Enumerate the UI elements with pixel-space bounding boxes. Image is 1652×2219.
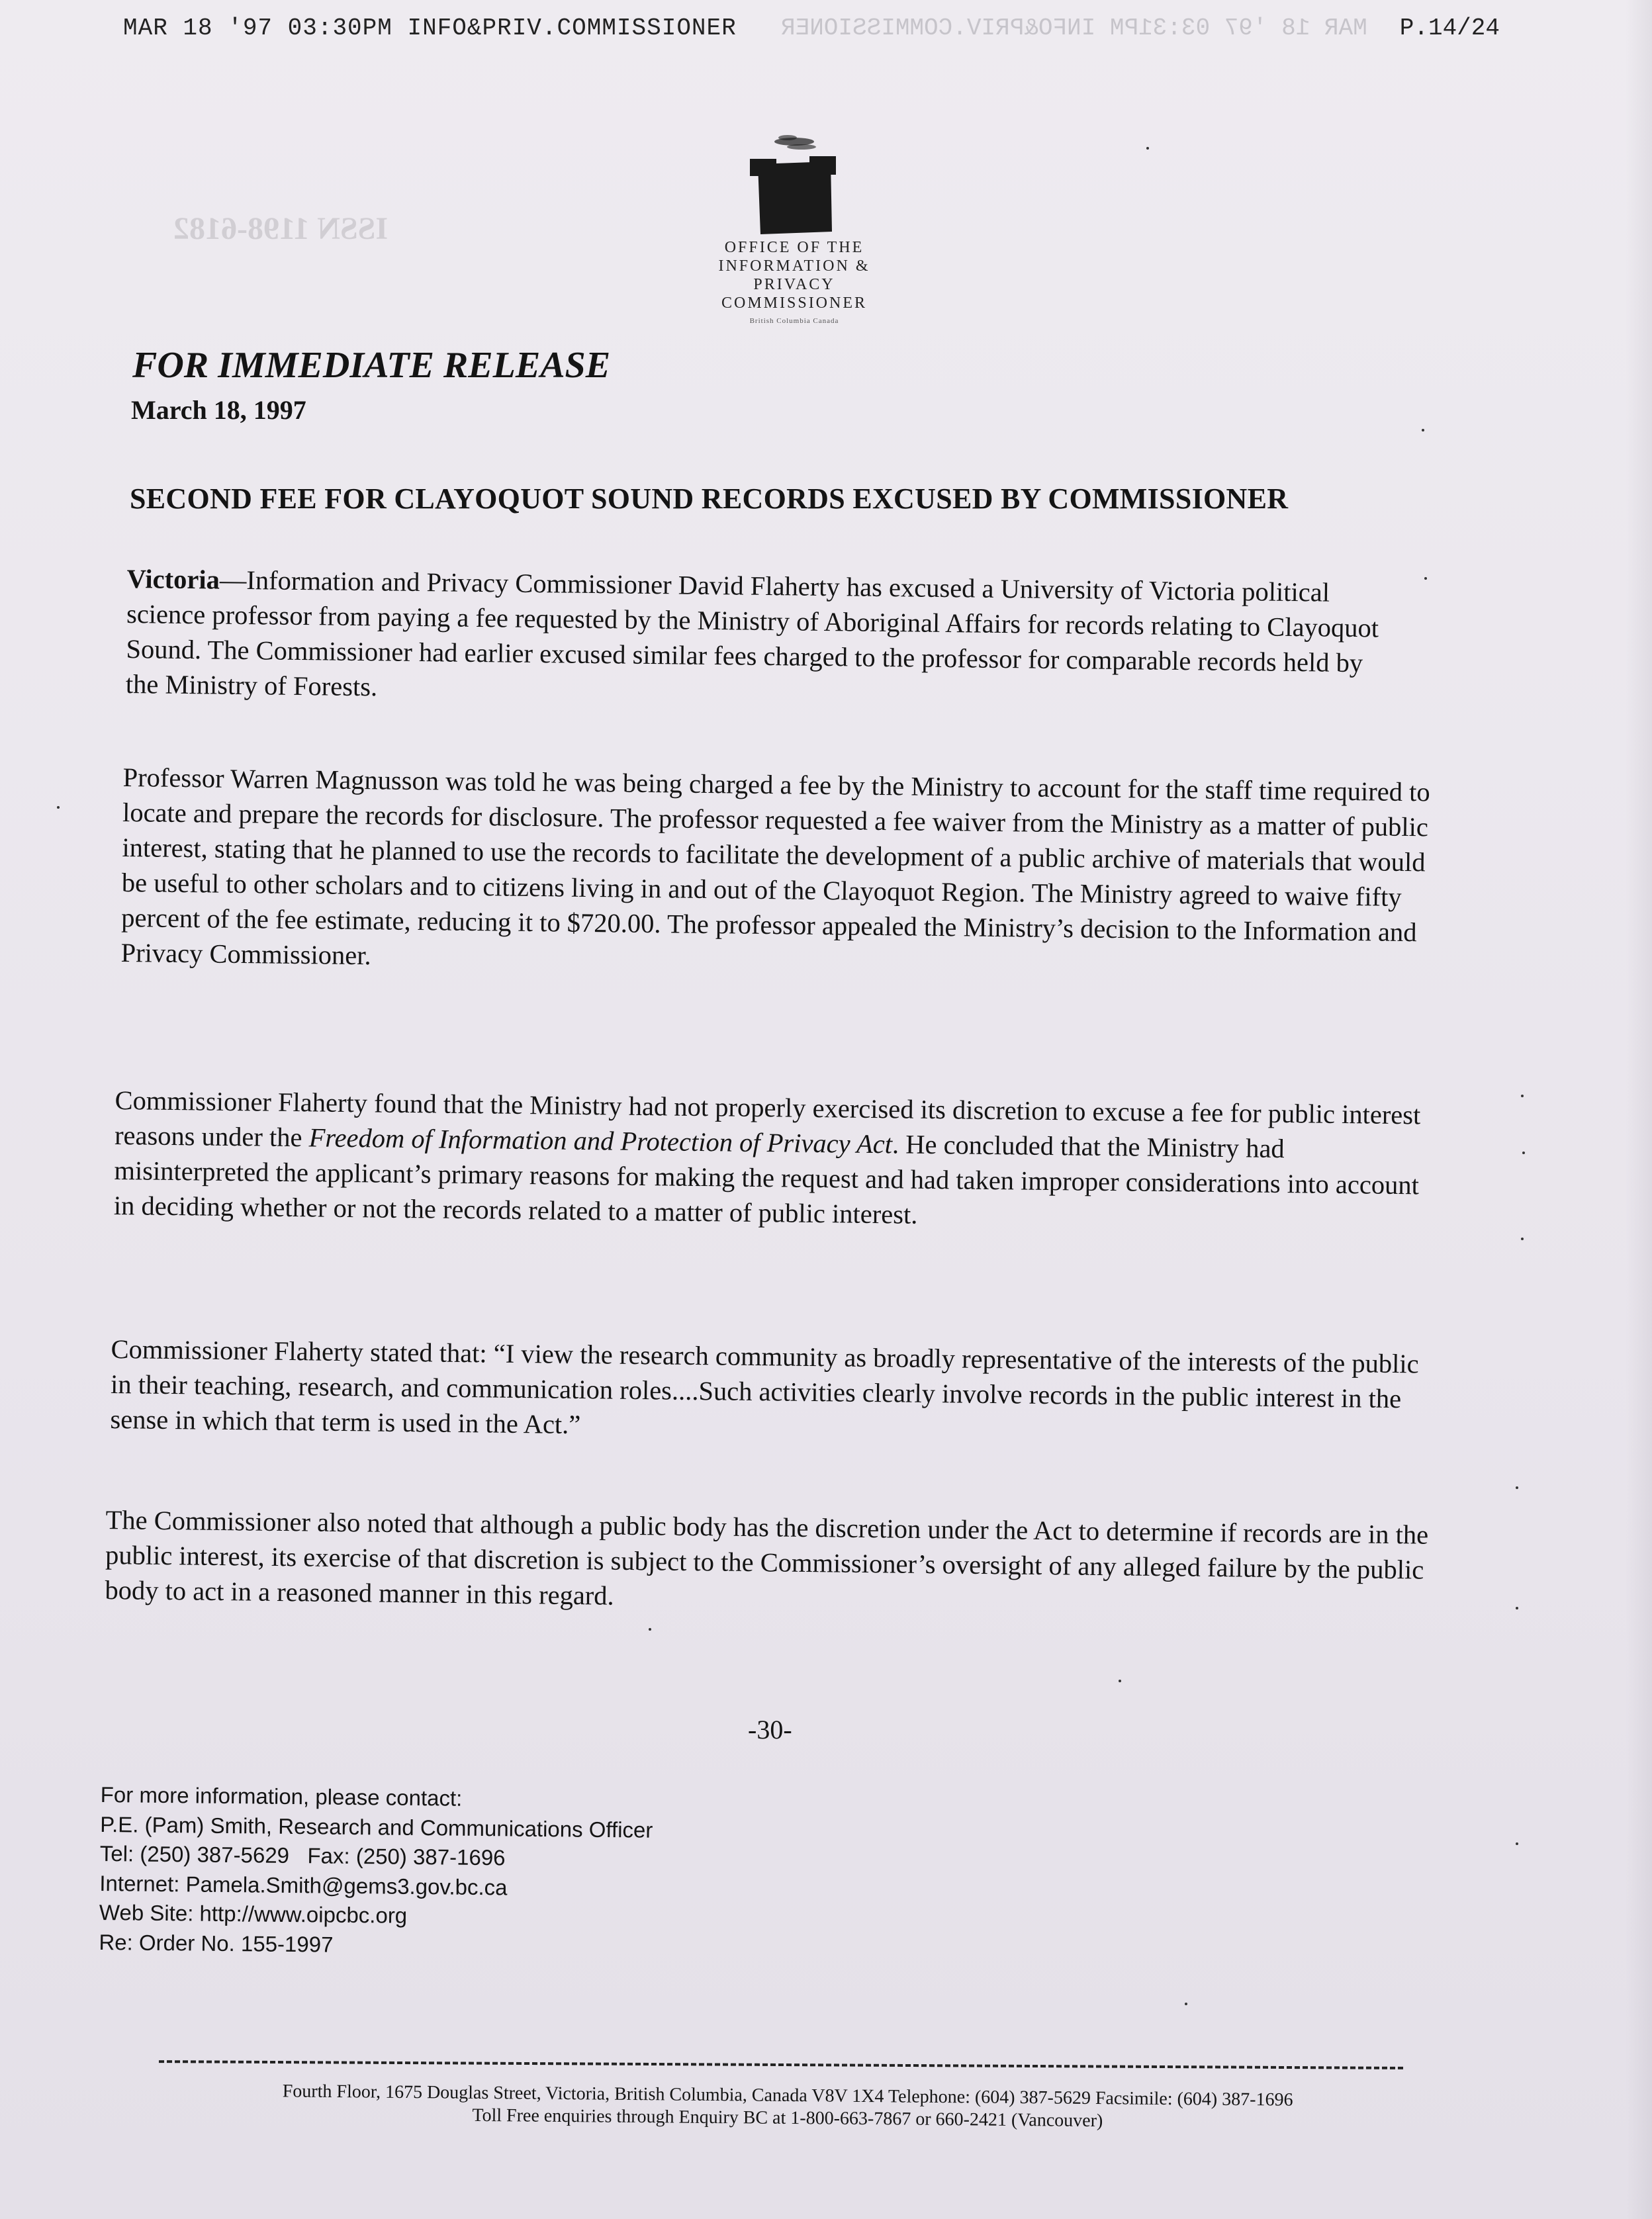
paragraph-2-text: Professor Warren Magnusson was told he was being charged a fee by the Ministry to account for the staff time required to locate and prepare the records for disclosure. The professor requested a fee waiver from the Ministry as a matter of public interest, stating that he planned to use the records to facilitate the development of a public archive of materials that would be useful to other scholars and to citizens living in and out of the Clayoquot Region. The Ministry agreed to waive fifty percent of the fee estimate, reducing it to $720.00. The professor appealed the Ministry’s decision to the Information and Privacy Commissioner. bbox=[120, 762, 1430, 971]
paragraph-5-text: The Commissioner also noted that although a public body has the discretion under the Act to determine if records are in the public interest, its exercise of that discretion is subject to the Commissioner’s oversight of any alleged failure by the public body to act in a reasoned manner in this regard. bbox=[105, 1504, 1429, 1611]
scan-speck bbox=[1516, 1486, 1518, 1489]
scan-speck bbox=[1521, 1238, 1524, 1240]
crest-icon bbox=[731, 132, 857, 238]
footer-divider bbox=[159, 2060, 1403, 2073]
fax-page-number: P.14/24 bbox=[1399, 15, 1500, 42]
contact-website: Web Site: http://www.oipcbc.org bbox=[99, 1899, 408, 1928]
logo-line-1: OFFICE OF THE bbox=[724, 239, 864, 256]
footer-line-2: Toll Free enquiries through Enquiry BC at 1-800-663-7867 or 660-2421 (Vancouver) bbox=[472, 2105, 1103, 2132]
bleed-through-header: MAR 18 '97 03:31PM INFO&PRIV.COMMISSIONER bbox=[781, 15, 1367, 42]
dateline: Victoria bbox=[126, 563, 220, 595]
contact-intro: For more information, please contact: bbox=[100, 1782, 463, 1811]
paragraph-4-text: Commissioner Flaherty stated that: “I view the research community as broadly representative of the interests of the public in their teaching, research, and communication roles....Such activities clearly involve records in the public interest in the sense in which that term is used in the Act.” bbox=[110, 1334, 1419, 1440]
paragraph-5 bbox=[105, 1502, 1432, 1623]
paragraph-3-text-a: Commissioner Flaherty found that the Ministry had not properly exercised its discretion to excuse a fee for public interest reasons under the bbox=[114, 1085, 1421, 1153]
fax-transmission-header: MAR 18 '97 03:30PM INFO&PRIV.COMMISSIONER bbox=[123, 15, 737, 42]
contact-name: P.E. (Pam) Smith, Research and Communications Officer bbox=[100, 1811, 653, 1842]
bleed-through-issn: ISSN 1198-6182 bbox=[173, 211, 389, 246]
press-release-headline: SECOND FEE FOR CLAYOQUOT SOUND RECORDS EXCUSED BY COMMISSIONER bbox=[130, 482, 1289, 515]
office-logo bbox=[682, 132, 907, 326]
scan-speck bbox=[1521, 1095, 1524, 1097]
paragraph-1-text: —Information and Privacy Commissioner David Flaherty has excused a University of Victoria political science professor from paying a fee requested by the Ministry of Aboriginal Affairs for records relating to Clayoquot Sound. The Commissioner had earlier excused similar fees charged to the professor for comparable records held by the Ministry of Forests. bbox=[125, 565, 1379, 702]
scan-speck bbox=[649, 1628, 651, 1631]
scan-speck bbox=[1516, 1842, 1518, 1845]
scan-speck bbox=[1119, 1680, 1121, 1682]
scan-speck bbox=[1516, 1607, 1518, 1609]
paragraph-3 bbox=[114, 1083, 1438, 1238]
end-marker: -30- bbox=[748, 1715, 792, 1744]
paragraph-2 bbox=[120, 760, 1438, 985]
paragraph-4 bbox=[110, 1332, 1422, 1451]
act-title: Freedom of Information and Protection of Privacy Act bbox=[308, 1122, 893, 1159]
contact-order: Re: Order No. 155-1997 bbox=[99, 1929, 334, 1957]
contact-phones: Tel: (250) 387-5629 Fax: (250) 387-1696 bbox=[99, 1840, 506, 1870]
logo-line-3: COMMISSIONER bbox=[721, 294, 868, 312]
scan-speck bbox=[1422, 429, 1424, 431]
footer-line-1: Fourth Floor, 1675 Douglas Street, Victoria, British Columbia, Canada V8V 1X4 Telephone: (604) 387-5629 Facsimile: (604) 387-1696 bbox=[282, 2081, 1293, 2110]
contact-block bbox=[99, 1780, 653, 1963]
footer-address bbox=[159, 2079, 1417, 2136]
scan-speck bbox=[57, 806, 60, 809]
contact-email: Internet: Pamela.Smith@gems3.gov.bc.ca bbox=[99, 1870, 508, 1899]
scan-speck bbox=[1146, 147, 1149, 150]
paragraph-3-text-b: . He concluded that the Ministry had misinterpreted the applicant’s primary reasons for making the request and had taken improper considerations into account in deciding whether or not the records related to a matter of public interest. bbox=[113, 1129, 1420, 1230]
scan-speck bbox=[1522, 1152, 1525, 1154]
paragraph-1 bbox=[126, 561, 1403, 716]
scan-speck bbox=[1185, 2003, 1187, 2005]
logo-subtitle: British Columbia Canada bbox=[749, 317, 839, 325]
scan-edge-shadow bbox=[1626, 0, 1652, 2219]
release-date: March 18, 1997 bbox=[131, 395, 306, 425]
scan-speck bbox=[1424, 577, 1427, 580]
release-label: FOR IMMEDIATE RELEASE bbox=[132, 345, 611, 386]
logo-line-2: INFORMATION & PRIVACY bbox=[718, 257, 870, 293]
